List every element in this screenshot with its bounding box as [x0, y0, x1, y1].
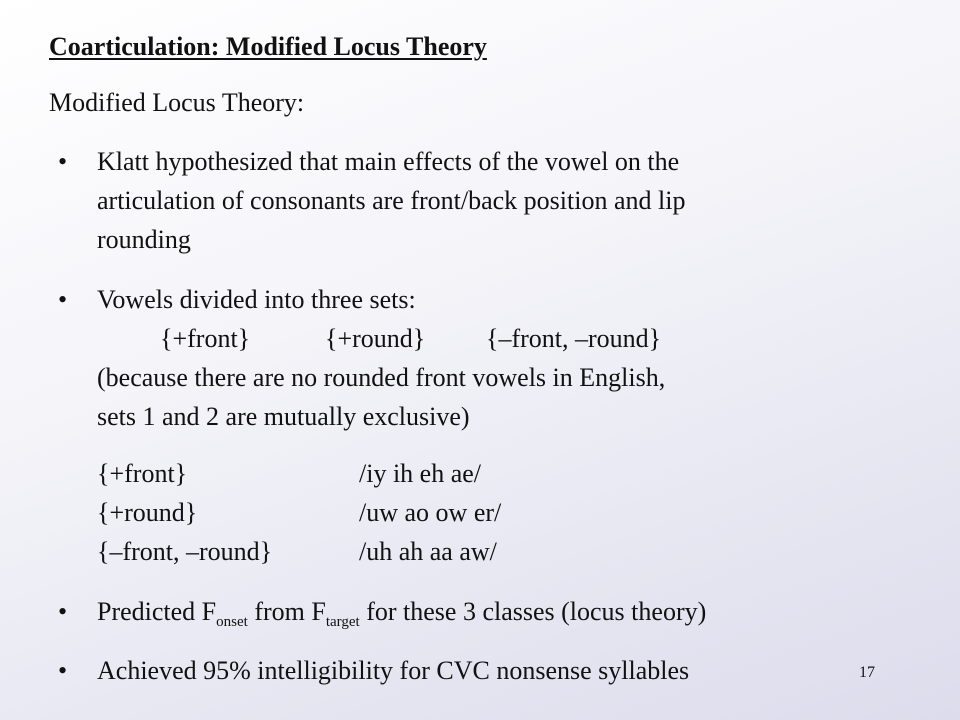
bullet-marker-4: • [58, 656, 68, 685]
vowel-list: /uw ao ow er/ [359, 498, 502, 527]
subscript-onset: onset [216, 614, 248, 630]
vowel-set-label: {–front, –round} [97, 537, 273, 566]
bullet2-note2: sets 1 and 2 are mutually exclusive) [97, 402, 470, 431]
bullet3-text [97, 597, 707, 630]
bullet1-line3: rounding [97, 225, 191, 254]
bullet-marker-3: • [58, 597, 68, 626]
set-front: {+front} [160, 324, 251, 353]
bullet1-line2: articulation of consonants are front/back position and lip [97, 186, 686, 215]
bullet3-pre: Predicted F [97, 597, 217, 626]
bullet4-text: Achieved 95% intelligibility for CVC nonsense syllables [97, 656, 690, 685]
vowel-list: /uh ah aa aw/ [359, 537, 497, 566]
set-neither: {–front, –round} [486, 324, 662, 353]
vowel-set-label: {+front} [97, 459, 188, 488]
bullet2-note1: (because there are no rounded front vowels in English, [97, 363, 666, 392]
bullet3-post: for these 3 classes (locus theory) [359, 597, 707, 626]
subscript-target: target [325, 614, 360, 630]
vowel-list: /iy ih eh ae/ [359, 459, 482, 488]
bullet3-mid: from F [247, 597, 326, 626]
subtitle: Modified Locus Theory: [49, 88, 305, 117]
page-number: 17 [859, 664, 875, 681]
vowel-set-label: {+round} [97, 498, 198, 527]
bullet-marker-2: • [58, 285, 68, 314]
set-round: {+round} [325, 324, 426, 353]
slide-title: Coarticulation: Modified Locus Theory [49, 32, 487, 61]
bullet1-line1: Klatt hypothesized that main effects of the vowel on the [97, 147, 680, 176]
bullet-marker-1: • [58, 147, 68, 176]
bullet2-line1: Vowels divided into three sets: [97, 285, 416, 314]
